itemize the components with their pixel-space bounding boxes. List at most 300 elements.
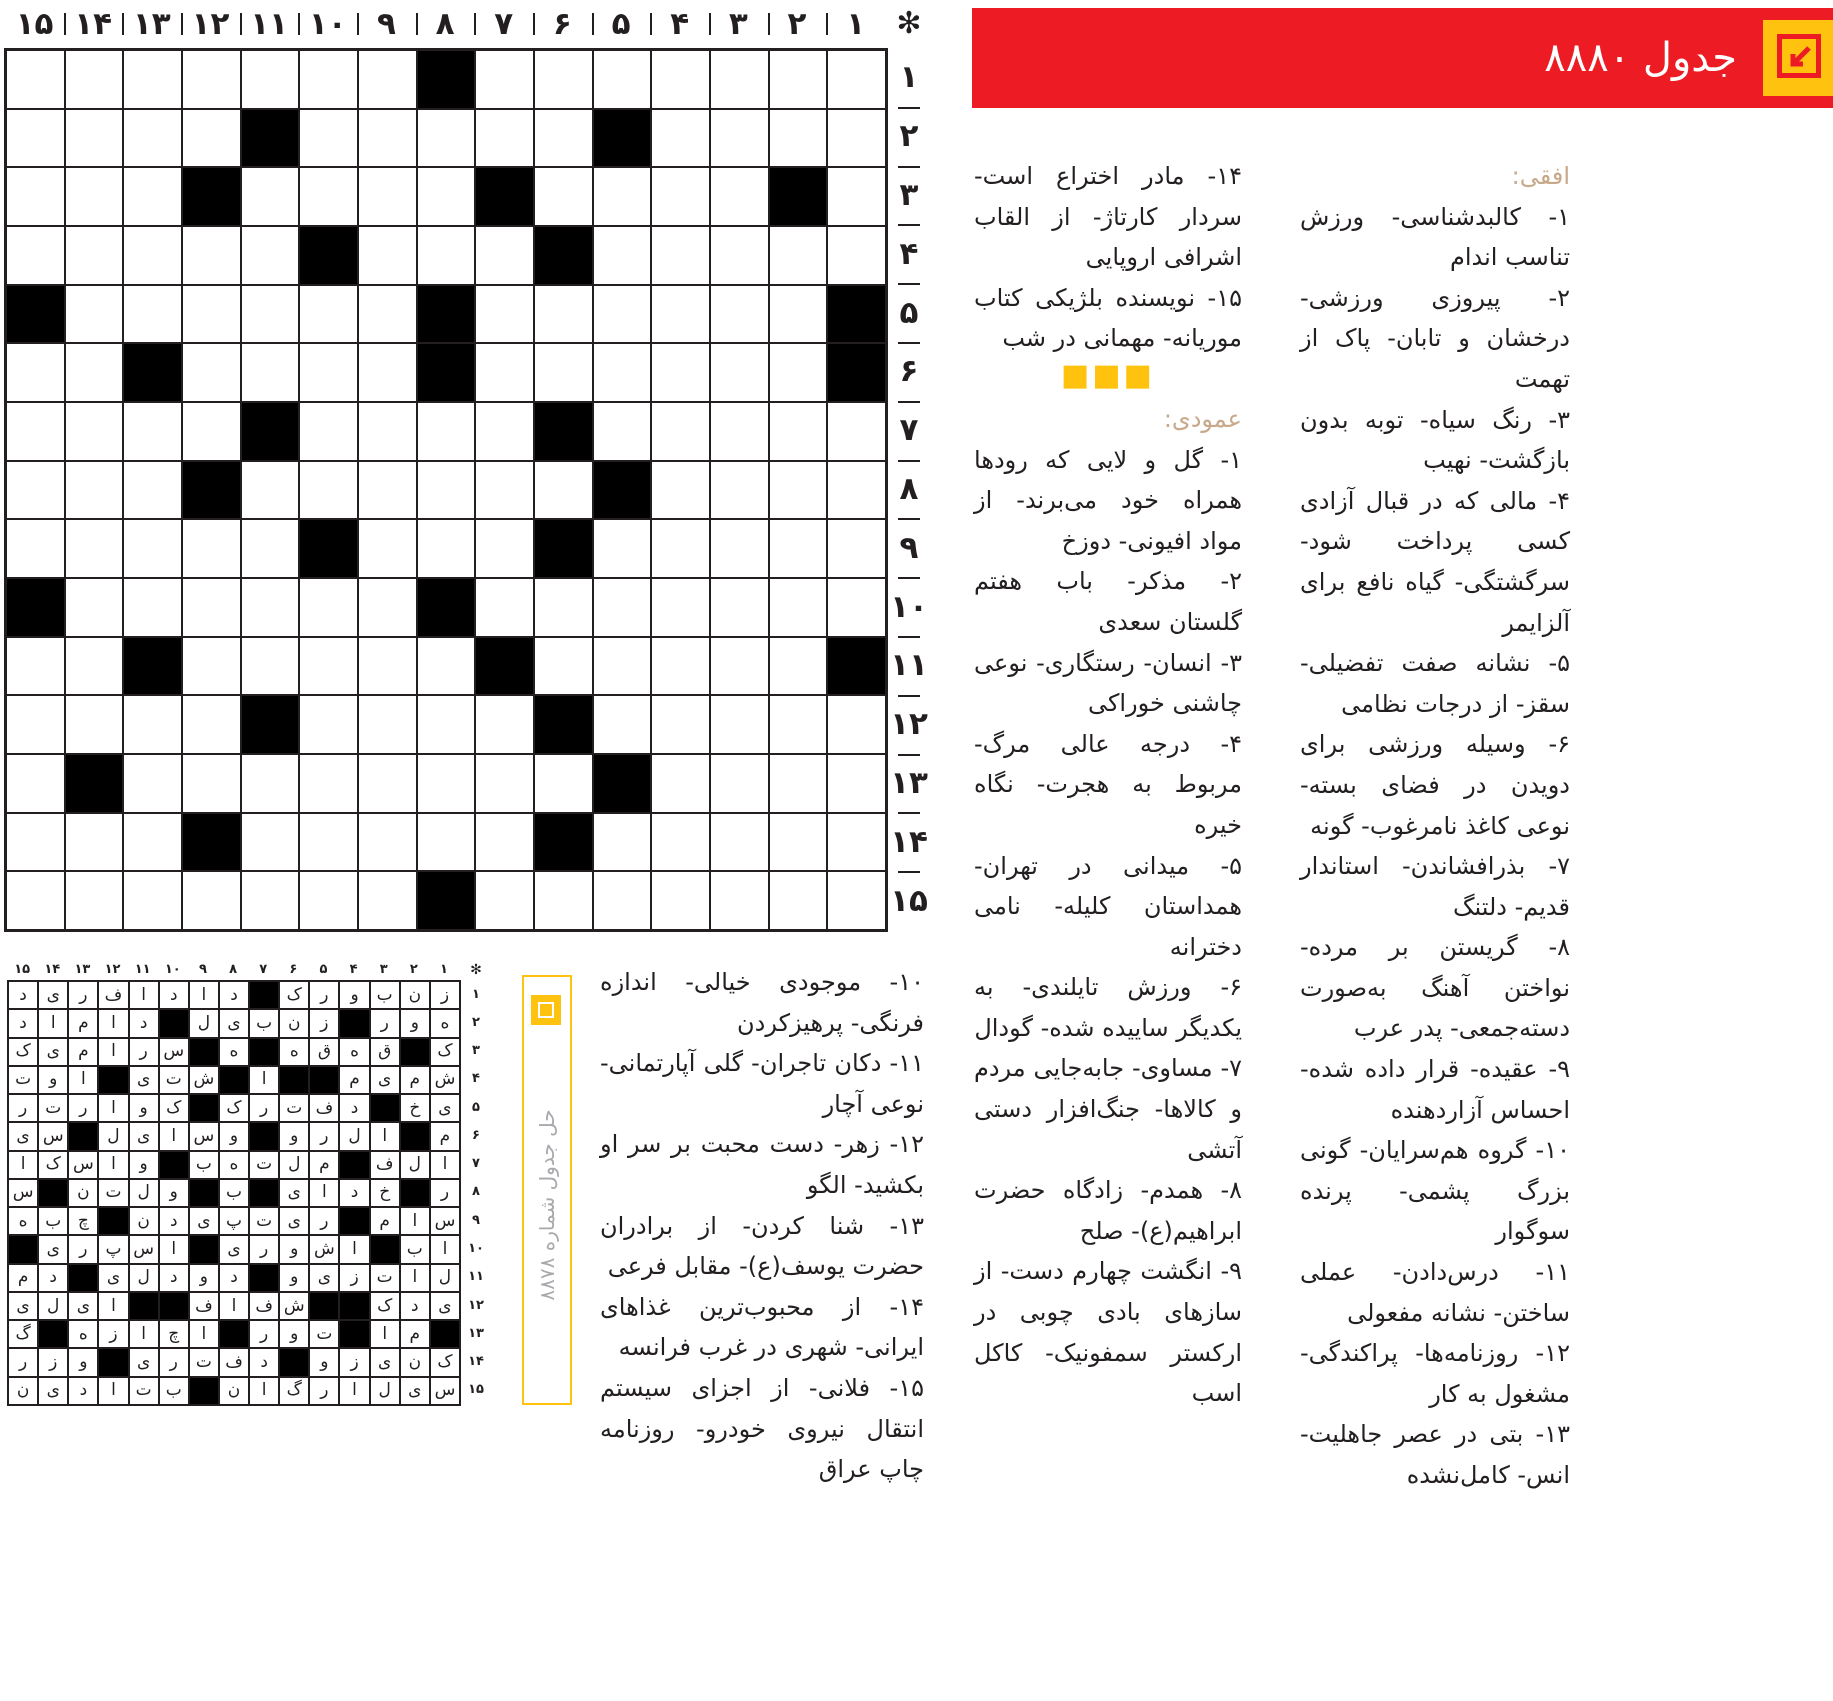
empty-cell[interactable]: [241, 519, 300, 578]
empty-cell[interactable]: [534, 50, 593, 109]
empty-cell[interactable]: [593, 695, 652, 754]
empty-cell[interactable]: [299, 402, 358, 461]
empty-cell[interactable]: [769, 343, 828, 402]
solution-cell: ف: [98, 981, 128, 1009]
empty-cell[interactable]: [710, 402, 769, 461]
empty-cell[interactable]: [6, 109, 65, 168]
empty-cell[interactable]: [299, 343, 358, 402]
solution-black-cell: [309, 1066, 339, 1094]
solution-column-number: ۲: [409, 962, 418, 977]
empty-cell[interactable]: [475, 343, 534, 402]
empty-cell[interactable]: [769, 871, 828, 930]
solution-cell: ا: [98, 1009, 128, 1037]
empty-cell[interactable]: [123, 754, 182, 813]
empty-cell[interactable]: [534, 461, 593, 520]
solution-cell: ر: [8, 1094, 38, 1122]
empty-cell[interactable]: [6, 343, 65, 402]
empty-cell[interactable]: [358, 578, 417, 637]
empty-cell[interactable]: [123, 226, 182, 285]
solution-column-number: ۸: [229, 962, 238, 977]
solution-cell: ا: [400, 1264, 430, 1292]
empty-cell[interactable]: [65, 695, 124, 754]
clue-h1: ۱- کالبدشناسی- ورزش تناسب اندام: [1300, 202, 1570, 272]
solution-label: حل جدول شماره ۸۸۷۸: [535, 1109, 559, 1301]
empty-cell[interactable]: [710, 226, 769, 285]
empty-cell[interactable]: [123, 871, 182, 930]
empty-cell[interactable]: [651, 754, 710, 813]
empty-cell[interactable]: [651, 226, 710, 285]
empty-cell[interactable]: [299, 578, 358, 637]
black-cell: [417, 871, 476, 930]
clue-v7: ۷- مساوی- جابه‌جایی مردم و کالاها- جنگ‌افزار دستی آتشی: [974, 1054, 1242, 1164]
empty-cell[interactable]: [651, 461, 710, 520]
empty-cell[interactable]: [417, 695, 476, 754]
solution-black-cell: [249, 1264, 279, 1292]
solution-column-number: ۱: [439, 962, 448, 977]
empty-cell[interactable]: [475, 402, 534, 461]
solution-cell: ک: [279, 981, 309, 1009]
empty-cell[interactable]: [182, 637, 241, 696]
black-cell: [241, 695, 300, 754]
solution-cell: و: [129, 1094, 159, 1122]
black-cell: [534, 695, 593, 754]
empty-cell[interactable]: [6, 813, 65, 872]
empty-cell[interactable]: [65, 578, 124, 637]
empty-cell[interactable]: [475, 519, 534, 578]
empty-cell[interactable]: [593, 813, 652, 872]
puzzle-header: [972, 8, 1833, 108]
solution-column-number: ۹: [198, 962, 207, 977]
empty-cell[interactable]: [241, 461, 300, 520]
empty-cell[interactable]: [534, 754, 593, 813]
solution-black-cell: [68, 1122, 98, 1150]
empty-cell[interactable]: [651, 167, 710, 226]
solution-cell: ه: [219, 1038, 249, 1066]
empty-cell[interactable]: [475, 578, 534, 637]
solution-black-cell: [370, 1094, 400, 1122]
solution-row-number: ۱۰: [468, 1241, 484, 1257]
solution-cell: ر: [68, 1094, 98, 1122]
solution-cell: ر: [68, 1235, 98, 1263]
black-cell: [593, 754, 652, 813]
solution-black-cell: [189, 1235, 219, 1263]
empty-cell[interactable]: [241, 167, 300, 226]
empty-cell[interactable]: [651, 519, 710, 578]
empty-cell[interactable]: [358, 461, 417, 520]
empty-cell[interactable]: [710, 519, 769, 578]
empty-cell[interactable]: [769, 50, 828, 109]
empty-cell[interactable]: [6, 871, 65, 930]
solution-cell: ب: [38, 1207, 68, 1235]
empty-cell[interactable]: [593, 343, 652, 402]
empty-cell[interactable]: [299, 637, 358, 696]
empty-cell[interactable]: [241, 578, 300, 637]
empty-cell[interactable]: [6, 226, 65, 285]
empty-cell[interactable]: [593, 871, 652, 930]
empty-cell[interactable]: [710, 343, 769, 402]
empty-cell[interactable]: [241, 343, 300, 402]
empty-cell[interactable]: [651, 285, 710, 344]
empty-cell[interactable]: [769, 578, 828, 637]
empty-cell[interactable]: [182, 402, 241, 461]
solution-cell: ی: [400, 1377, 430, 1405]
black-cell: [593, 461, 652, 520]
empty-cell[interactable]: [827, 519, 886, 578]
empty-cell[interactable]: [358, 871, 417, 930]
solution-cell: و: [400, 1009, 430, 1037]
solution-cell: د: [400, 1292, 430, 1320]
empty-cell[interactable]: [65, 813, 124, 872]
solution-black-cell: [309, 1292, 339, 1320]
empty-cell[interactable]: [827, 813, 886, 872]
solution-cell: م: [68, 1009, 98, 1037]
empty-cell[interactable]: [6, 402, 65, 461]
empty-cell[interactable]: [65, 285, 124, 344]
empty-cell[interactable]: [769, 519, 828, 578]
clue-v9: ۹- انگشت چهارم دست- از سازهای بادی چوبی در ارکستر سمفونیک- کاکل اسب: [974, 1257, 1242, 1408]
solution-cell: پ: [219, 1207, 249, 1235]
empty-cell[interactable]: [827, 871, 886, 930]
empty-cell[interactable]: [65, 871, 124, 930]
empty-cell[interactable]: [769, 109, 828, 168]
solution-cell: ر: [8, 1348, 38, 1376]
empty-cell[interactable]: [65, 167, 124, 226]
solution-cell: س: [159, 1038, 189, 1066]
empty-cell[interactable]: [827, 167, 886, 226]
empty-cell[interactable]: [65, 461, 124, 520]
empty-cell[interactable]: [417, 519, 476, 578]
solution-cell: و: [219, 1122, 249, 1150]
empty-cell[interactable]: [182, 695, 241, 754]
empty-cell[interactable]: [475, 813, 534, 872]
empty-cell[interactable]: [123, 461, 182, 520]
row-number: ۱۵: [890, 871, 928, 930]
empty-cell[interactable]: [475, 871, 534, 930]
empty-cell[interactable]: [123, 402, 182, 461]
solution-cell: د: [339, 1179, 369, 1207]
empty-cell[interactable]: [651, 50, 710, 109]
empty-cell[interactable]: [710, 461, 769, 520]
empty-cell[interactable]: [417, 167, 476, 226]
empty-cell[interactable]: [534, 109, 593, 168]
solution-cell: ر: [430, 1179, 460, 1207]
clue-v11: ۱۱- دکان تاجران- گلی آپارتمانی- نوعی آچار: [600, 1049, 924, 1118]
empty-cell[interactable]: [123, 695, 182, 754]
solution-cell: ا: [339, 1377, 369, 1405]
empty-cell[interactable]: [417, 402, 476, 461]
empty-cell[interactable]: [769, 813, 828, 872]
empty-cell[interactable]: [123, 50, 182, 109]
row-number: ۲: [890, 107, 928, 166]
solution-cell: و: [279, 1122, 309, 1150]
column-number: ۱۴: [64, 4, 123, 44]
solution-cell: ه: [279, 1038, 309, 1066]
empty-cell[interactable]: [182, 871, 241, 930]
empty-cell[interactable]: [769, 402, 828, 461]
empty-cell[interactable]: [534, 871, 593, 930]
column-number: ۷: [474, 4, 533, 44]
empty-cell[interactable]: [6, 50, 65, 109]
empty-cell[interactable]: [123, 578, 182, 637]
empty-cell[interactable]: [593, 578, 652, 637]
empty-cell[interactable]: [182, 343, 241, 402]
empty-cell[interactable]: [534, 637, 593, 696]
solution-cell: ر: [159, 1348, 189, 1376]
solution-row-number: ۱: [472, 986, 480, 1002]
empty-cell[interactable]: [358, 50, 417, 109]
empty-cell[interactable]: [534, 578, 593, 637]
solution-black-cell: [249, 1038, 279, 1066]
empty-cell[interactable]: [241, 637, 300, 696]
solution-column-number: ۵: [319, 962, 328, 977]
solution-cell: پ: [98, 1235, 128, 1263]
black-cell: [241, 109, 300, 168]
empty-cell[interactable]: [358, 402, 417, 461]
empty-cell[interactable]: [123, 109, 182, 168]
empty-cell[interactable]: [534, 285, 593, 344]
solution-cell: د: [249, 1348, 279, 1376]
empty-cell[interactable]: [827, 226, 886, 285]
solution-column-number: ۱۲: [104, 962, 121, 977]
empty-cell[interactable]: [65, 519, 124, 578]
empty-cell[interactable]: [593, 402, 652, 461]
empty-cell[interactable]: [651, 637, 710, 696]
empty-cell[interactable]: [299, 871, 358, 930]
black-cell: [534, 402, 593, 461]
empty-cell[interactable]: [65, 637, 124, 696]
empty-cell[interactable]: [6, 754, 65, 813]
empty-cell[interactable]: [123, 285, 182, 344]
solution-cell: ا: [430, 1235, 460, 1263]
solution-cell: ی: [219, 1235, 249, 1263]
solution-cell: و: [309, 1348, 339, 1376]
empty-cell[interactable]: [358, 519, 417, 578]
empty-cell[interactable]: [65, 226, 124, 285]
empty-cell[interactable]: [6, 519, 65, 578]
empty-cell[interactable]: [358, 754, 417, 813]
empty-cell[interactable]: [417, 813, 476, 872]
empty-cell[interactable]: [593, 637, 652, 696]
empty-cell[interactable]: [299, 754, 358, 813]
solution-black-cell: [339, 1207, 369, 1235]
empty-cell[interactable]: [358, 637, 417, 696]
solution-cell: ک: [159, 1094, 189, 1122]
empty-cell[interactable]: [651, 402, 710, 461]
empty-cell[interactable]: [65, 402, 124, 461]
empty-cell[interactable]: [593, 167, 652, 226]
solution-cell: ا: [129, 981, 159, 1009]
empty-cell[interactable]: [710, 813, 769, 872]
empty-cell[interactable]: [123, 519, 182, 578]
empty-cell[interactable]: [358, 285, 417, 344]
empty-cell[interactable]: [6, 461, 65, 520]
column-number: ۲: [768, 4, 827, 44]
solution-cell: ا: [38, 1009, 68, 1037]
empty-cell[interactable]: [123, 167, 182, 226]
solution-cell: ر: [249, 1094, 279, 1122]
solution-cell: د: [68, 1377, 98, 1405]
empty-cell[interactable]: [6, 167, 65, 226]
clue-h12: ۱۲- روزنامه‌ها- پراکندگی- مشغول به کار: [1300, 1339, 1570, 1408]
empty-cell[interactable]: [593, 519, 652, 578]
empty-cell[interactable]: [475, 461, 534, 520]
empty-cell[interactable]: [769, 285, 828, 344]
empty-cell[interactable]: [65, 109, 124, 168]
solution-row-number: ۱۱: [468, 1269, 484, 1285]
solution-cell: ت: [38, 1094, 68, 1122]
empty-cell[interactable]: [182, 285, 241, 344]
empty-cell[interactable]: [827, 402, 886, 461]
empty-cell[interactable]: [241, 50, 300, 109]
clue-v4: ۴- درجه عالی مرگ- مربوط به هجرت- نگاه خیره: [974, 729, 1242, 839]
empty-cell[interactable]: [769, 754, 828, 813]
empty-cell[interactable]: [710, 871, 769, 930]
empty-cell[interactable]: [593, 50, 652, 109]
clue-v6: ۶- ورزش تایلندی- به یکدیگر ساییده شده- گودال: [974, 973, 1242, 1042]
solution-cell: د: [8, 981, 38, 1009]
empty-cell[interactable]: [827, 754, 886, 813]
empty-cell[interactable]: [299, 50, 358, 109]
empty-cell[interactable]: [65, 50, 124, 109]
empty-cell[interactable]: [299, 695, 358, 754]
empty-cell[interactable]: [358, 226, 417, 285]
solution-cell: ی: [8, 1122, 38, 1150]
empty-cell[interactable]: [241, 226, 300, 285]
clue-v10: ۱۰- موجودی خیالی- اندازه فرنگی- پرهیزکردن: [600, 968, 924, 1037]
black-cell: [123, 637, 182, 696]
empty-cell[interactable]: [827, 578, 886, 637]
solution-cell: ی: [370, 1066, 400, 1094]
empty-cell[interactable]: [241, 285, 300, 344]
solution-cell: س: [68, 1151, 98, 1179]
solution-row-number: ۱۳: [468, 1325, 484, 1341]
empty-cell[interactable]: [182, 109, 241, 168]
empty-cell[interactable]: [593, 226, 652, 285]
empty-cell[interactable]: [827, 50, 886, 109]
empty-cell[interactable]: [182, 578, 241, 637]
empty-cell[interactable]: [475, 285, 534, 344]
solution-black-cell: [339, 1009, 369, 1037]
empty-cell[interactable]: [651, 343, 710, 402]
empty-cell[interactable]: [182, 50, 241, 109]
solution-cell: ی: [38, 1038, 68, 1066]
clue-v3: ۳- انسان- رستگاری- نوعی چاشنی خوراکی: [974, 648, 1242, 718]
solution-cell: ا: [98, 1094, 128, 1122]
empty-cell[interactable]: [534, 343, 593, 402]
empty-cell[interactable]: [6, 637, 65, 696]
empty-cell[interactable]: [6, 695, 65, 754]
empty-cell[interactable]: [710, 695, 769, 754]
solution-cell: م: [430, 1122, 460, 1150]
empty-cell[interactable]: [769, 226, 828, 285]
clue-h13: ۱۳- بتی در عصر جاهلیت- انس- کامل‌نشده: [1300, 1420, 1570, 1489]
empty-cell[interactable]: [299, 167, 358, 226]
empty-cell[interactable]: [182, 519, 241, 578]
empty-cell[interactable]: [475, 695, 534, 754]
empty-cell[interactable]: [827, 109, 886, 168]
solution-cell: ش: [189, 1066, 219, 1094]
empty-cell[interactable]: [241, 871, 300, 930]
empty-cell[interactable]: [299, 813, 358, 872]
empty-cell[interactable]: [417, 461, 476, 520]
empty-cell[interactable]: [65, 343, 124, 402]
empty-cell[interactable]: [651, 871, 710, 930]
solution-black-cell: [38, 1320, 68, 1348]
solution-cell: ا: [68, 1066, 98, 1094]
empty-cell[interactable]: [827, 695, 886, 754]
solution-cell: ه: [8, 1207, 38, 1235]
empty-cell[interactable]: [710, 109, 769, 168]
empty-cell[interactable]: [475, 226, 534, 285]
empty-cell[interactable]: [475, 754, 534, 813]
empty-cell[interactable]: [710, 50, 769, 109]
empty-cell[interactable]: [593, 285, 652, 344]
empty-cell[interactable]: [182, 754, 241, 813]
empty-cell[interactable]: [358, 109, 417, 168]
empty-cell[interactable]: [534, 167, 593, 226]
empty-cell[interactable]: [241, 813, 300, 872]
row-number: ۱: [899, 59, 919, 96]
empty-cell[interactable]: [358, 167, 417, 226]
solution-cell: ک: [430, 1348, 460, 1376]
empty-cell[interactable]: [358, 695, 417, 754]
empty-cell[interactable]: [710, 285, 769, 344]
black-cell: [299, 226, 358, 285]
solution-black-cell: [339, 1320, 369, 1348]
empty-cell[interactable]: [651, 813, 710, 872]
empty-cell[interactable]: [475, 109, 534, 168]
empty-cell[interactable]: [299, 285, 358, 344]
empty-cell[interactable]: [710, 637, 769, 696]
empty-cell[interactable]: [651, 578, 710, 637]
clue-h11: ۱۱- درس‌دادن- عملی ساختن- نشانه مفعولی: [1300, 1258, 1570, 1327]
solution-black-cell: [159, 1151, 189, 1179]
empty-cell[interactable]: [358, 813, 417, 872]
row-number: ۹: [890, 518, 928, 577]
empty-cell[interactable]: [417, 109, 476, 168]
empty-cell[interactable]: [182, 226, 241, 285]
empty-cell[interactable]: [299, 109, 358, 168]
empty-cell[interactable]: [710, 578, 769, 637]
solution-cell: خ: [370, 1179, 400, 1207]
empty-cell[interactable]: [417, 226, 476, 285]
solution-cell: ر: [309, 1207, 339, 1235]
empty-cell[interactable]: [651, 109, 710, 168]
solution-cell: س: [8, 1179, 38, 1207]
solution-cell: ه: [339, 1038, 369, 1066]
empty-cell[interactable]: [651, 695, 710, 754]
solution-cell: ی: [189, 1207, 219, 1235]
black-cell: [6, 285, 65, 344]
empty-cell[interactable]: [769, 637, 828, 696]
empty-cell[interactable]: [769, 695, 828, 754]
arrow-logo-icon-small: [531, 995, 561, 1025]
empty-cell[interactable]: [475, 50, 534, 109]
empty-cell[interactable]: [710, 167, 769, 226]
empty-cell[interactable]: [299, 461, 358, 520]
solution-row-number: ۱۵: [468, 1382, 484, 1398]
empty-cell[interactable]: [417, 637, 476, 696]
empty-cell[interactable]: [417, 754, 476, 813]
empty-cell[interactable]: [241, 754, 300, 813]
empty-cell[interactable]: [358, 343, 417, 402]
empty-cell[interactable]: [769, 461, 828, 520]
empty-cell[interactable]: [123, 813, 182, 872]
solution-black-cell: [98, 1207, 128, 1235]
empty-cell[interactable]: [710, 754, 769, 813]
solution-cell: ف: [189, 1292, 219, 1320]
empty-cell[interactable]: [827, 461, 886, 520]
